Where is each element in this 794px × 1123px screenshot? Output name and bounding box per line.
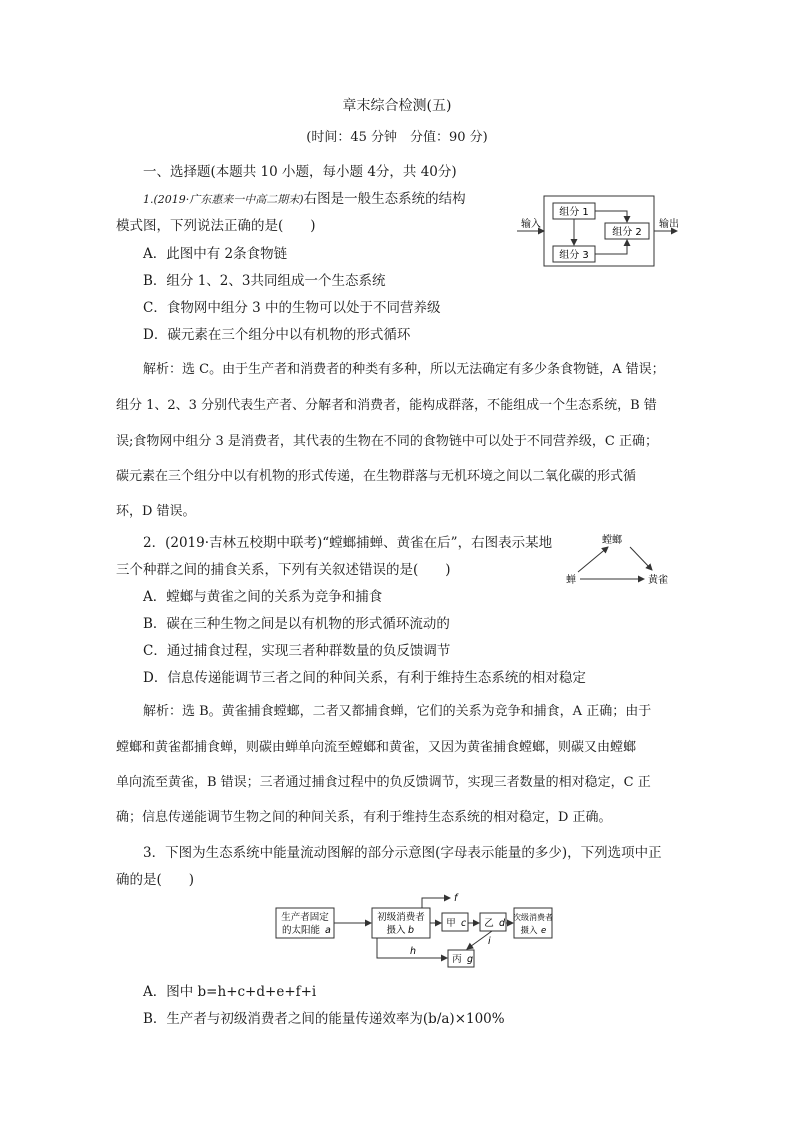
q2-stem-line1 bbox=[143, 531, 552, 551]
q1-stem-a: 右图是一般生态系统的结构 bbox=[303, 191, 466, 207]
q1-stem-line1 bbox=[143, 187, 466, 207]
bing-var: g bbox=[467, 954, 474, 965]
yi-var: d bbox=[499, 918, 506, 929]
q2-explanation-line3: 单向流至黄雀，B 错误；三者通过捕食过程中的负反馈调节，实现三者数量的相对稳定，C 正 bbox=[116, 775, 651, 790]
primary-var: b bbox=[408, 925, 415, 936]
q3-option-b: B．生产者与初级消费者之间的能量传递效率为(b/a)×100% bbox=[143, 1011, 505, 1027]
q1-source: 1.(2019·广东惠来一中高二期末) bbox=[143, 193, 304, 206]
q2-source: 2．(2019·吉林五校期中联考) bbox=[143, 535, 323, 551]
q2-explanation-line1: 解析：选 B。黄雀捕食螳螂，二者又都捕食蝉，它们的关系为竞争和捕食，A 正确；由于 bbox=[143, 704, 652, 719]
q2-option-a: A．螳螂与黄雀之间的关系为竞争和捕食 bbox=[143, 589, 383, 605]
comp1-label: 组分 1 bbox=[559, 207, 589, 218]
q2-explanation-line2: 螳螂和黄雀都捕食蝉，则碳由蝉单向流至螳螂和黄雀，又因为黄雀捕食螳螂，则碳又由螳螂 bbox=[116, 740, 637, 755]
document-title: 章末综合检测(五) bbox=[342, 98, 452, 114]
q3-stem-line1: 3．下图为生态系统中能量流动图解的部分示意图(字母表示能量的多少)，下列选项中正 bbox=[143, 845, 662, 861]
q1-option-c: C．食物网中组分 3 中的生物可以处于不同营养级 bbox=[143, 300, 441, 316]
primary-label-2: 摄入 bbox=[386, 925, 406, 936]
cicada-label: 蝉 bbox=[566, 575, 576, 586]
secondary-label-2: 摄入 bbox=[520, 926, 538, 936]
oriole-label: 黄雀 bbox=[648, 575, 668, 586]
i-label: i bbox=[488, 936, 491, 947]
f-label: f bbox=[454, 893, 458, 904]
section-heading: 一、选择题(本题共 10 小题，每小题 4分，共 40分) bbox=[143, 164, 457, 180]
q3-stem-line2: 确的是( ) bbox=[116, 872, 195, 888]
q2-stem-a: “螳螂捕蝉、黄雀在后”，右图表示某地 bbox=[322, 535, 553, 551]
producer-var: a bbox=[325, 925, 331, 936]
jia-label: 甲 bbox=[446, 918, 456, 929]
bing-label: 丙 bbox=[452, 954, 462, 965]
q3-option-a: A．图中 b=h+c+d+e+f+i bbox=[143, 984, 317, 1000]
q2-explanation-line4: 确；信息传递能调节生物之间的种间关系，有利于维持生态系统的相对稳定，D 正确。 bbox=[116, 810, 612, 825]
comp2-label: 组分 2 bbox=[612, 227, 642, 238]
document-subtitle: (时间：45 分钟 分值：90 分) bbox=[306, 130, 488, 145]
q2-food-web-diagram bbox=[558, 530, 688, 590]
q1-option-b: B．组分 1、2、3共同组成一个生态系统 bbox=[143, 273, 386, 289]
comp3-label: 组分 3 bbox=[559, 250, 589, 261]
jia-var: c bbox=[461, 918, 467, 929]
primary-label-1: 初级消费者 bbox=[377, 912, 425, 923]
secondary-var: e bbox=[541, 926, 547, 936]
producer-label-2: 的太阳能 bbox=[281, 925, 321, 936]
q1-structure-diagram bbox=[517, 193, 697, 271]
input-label: 输入 bbox=[521, 219, 541, 230]
q1-explanation-line4: 碳元素在三个组分中以有机物的形式传递，在生物群落与无机环境之间以二氧化碳的形式循 bbox=[116, 469, 637, 484]
secondary-label-1: 次级消费者 bbox=[513, 913, 553, 922]
q2-option-b: B．碳在三种生物之间是以有机物的形式循环流动的 bbox=[143, 616, 450, 632]
q1-explanation-line3: 误;食物网中组分 3 是消费者，其代表的生物在不同的食物链中可以处于不同营养级，C 正确； bbox=[116, 434, 658, 449]
output-label: 输出 bbox=[659, 219, 679, 230]
q1-stem-line2: 模式图，下列说法正确的是( ) bbox=[116, 218, 316, 234]
producer-label-1: 生产者固定 bbox=[281, 912, 329, 923]
q2-option-c: C．通过捕食过程，实现三者种群数量的负反馈调节 bbox=[143, 643, 451, 659]
q1-explanation-line5: 环，D 错误。 bbox=[116, 504, 196, 519]
q1-explanation-line1: 解析：选 C。由于生产者和消费者的种类有多种，所以无法确定有多少条食物链，A 错误； bbox=[143, 362, 665, 377]
yi-label: 乙 bbox=[484, 918, 494, 929]
mantis-label: 螳螂 bbox=[602, 535, 622, 546]
q2-stem-line2: 三个种群之间的捕食关系，下列有关叙述错误的是( ) bbox=[116, 562, 451, 578]
q1-option-a: A．此图中有 2条食物链 bbox=[143, 246, 288, 262]
q1-explanation-line2: 组分 1、2、3 分别代表生产者、分解者和消费者，能构成群落，不能组成一个生态系统，B 错 bbox=[116, 398, 657, 413]
q1-option-d: D．碳元素在三个组分中以有机物的形式循环 bbox=[143, 327, 411, 343]
q3-energy-flow-diagram bbox=[274, 888, 554, 970]
h-label: h bbox=[410, 946, 417, 957]
q2-option-d: D．信息传递能调节三者之间的种间关系，有利于维持生态系统的相对稳定 bbox=[143, 670, 586, 686]
